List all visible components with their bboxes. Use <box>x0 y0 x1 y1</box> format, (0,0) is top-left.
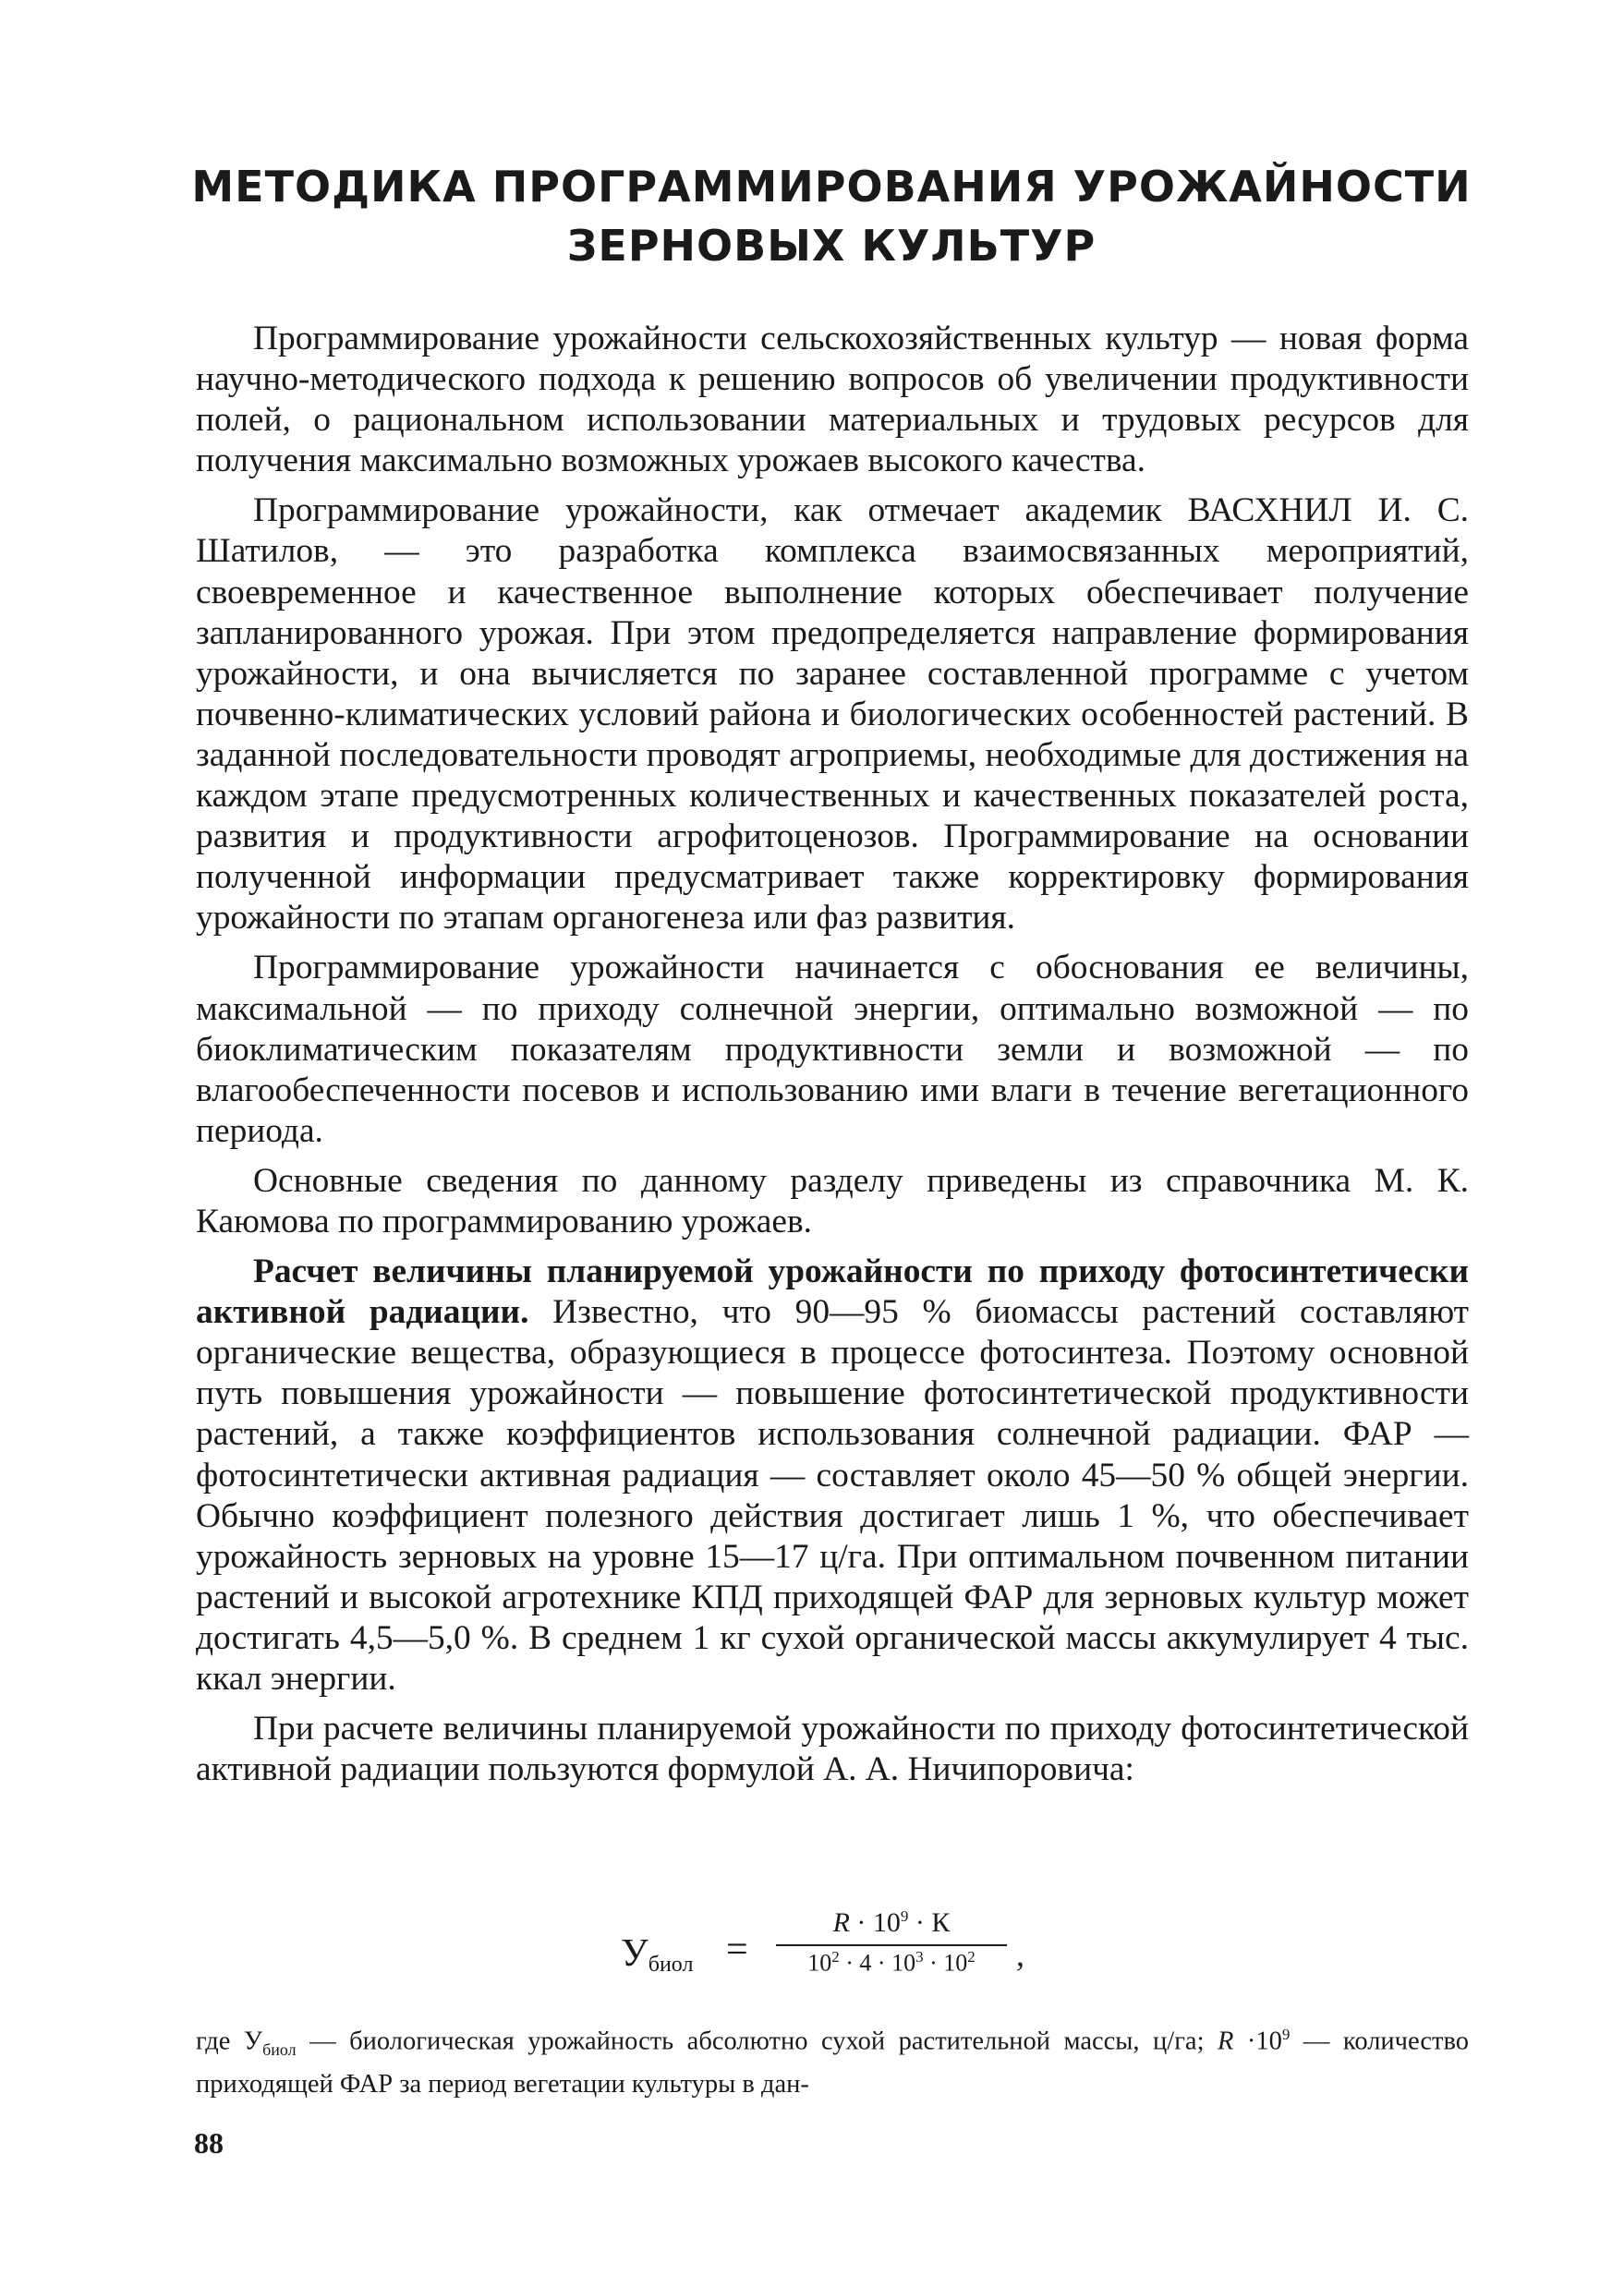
formula-explanation: где $У_{биол}$ — биологическая урожайность абсолютно сухой растительной массы, ц/га; $R \cdot 10^9$ — количество приходящей ФАР за период вегетации культуры в дан- <box>196 2026 1469 2099</box>
section-text: Известно, что 90—95 % биомассы растений составляют органические вещества, образующиеся в процессе фотосинтеза. Поэтому основной путь повышения урожайности — повышение фотосинтетической продуктивности растений, а также коэффициентов использования солнечной радиации. ФАР — фотосинтетически активная радиация — составляет около 45—50 % общей энергии. Обычно коэффициент полезного действия достигает лишь 1 %, что обеспечивает урожайность зерновых на уровне 15—17 ц/га. При оптимальном почвенном питании растений и высокой агротехнике КПД приходящей ФАР для зерновых культур может достигать 4,5—5,0 %. В среднем 1 кг сухой органической массы аккумулирует 4 тыс. ккал энергии. <box>196 1293 1469 1698</box>
page-title-line-2: ЗЕРНОВЫХ КУЛЬТУР <box>566 221 1097 271</box>
yield-formula <box>600 1907 1062 1991</box>
formula-fraction-bar <box>776 1944 1007 1946</box>
paragraph-calculation-start: Программирование урожайности начинается с обоснования ее величины, максимальной — по приходу солнечной энергии, оптимально возможной — по биоклиматическим показателям продуктивности земли и возможной — по влагообеспеченности посевов и использованию ими влаги в течение вегетационного периода. <box>196 949 1469 1150</box>
paragraph-formula-intro: При расчете величины планируемой урожайности по приходу фотосинтетической активной радиации пользуются формулой А. А. Ничипоровича: <box>196 1710 1469 1789</box>
formula-lhs: $У_{биол}$ <box>621 1932 694 1977</box>
page-number: 88 <box>194 2126 224 2160</box>
body-text <box>196 319 1469 1799</box>
paragraph-far-section <box>196 1252 1469 1700</box>
section-heading: Расчет величины планируемой урожайности по приходу фотосинтетически активной радиации. <box>196 1252 1469 1332</box>
paragraph-intro: Программирование урожайности сельскохозяйственных культур — новая форма научно-методического подхода к решению вопросов об увеличении продуктивности полей, о рациональном использовании материальных и трудовых ресурсов для получения максимально возможных урожаев высокого качества. <box>196 320 1469 480</box>
page-title-line-1: МЕТОДИКА ПРОГРАММИРОВАНИЯ УРОЖАЙНОСТИ <box>191 162 1472 212</box>
formula-numerator: $R \cdot 10^9 \cdot К$ <box>832 1907 951 1938</box>
formula-comma: , <box>1016 1936 1024 1973</box>
paragraph-source: Основные сведения по данному разделу приведены из справочника М. К. Каюмова по программированию урожаев. <box>196 1161 1469 1240</box>
formula-equals: = <box>726 1929 748 1971</box>
paragraph-definition: Программирование урожайности, как отмечает академик ВАСХНИЛ И. С. Шатилов, — это разработка комплекса взаимосвязанных мероприятий, своевременное и качественное выполнение которых обеспечивает получение запланированного урожая. При этом предопределяется направление формирования урожайности, и она вычисляется по заранее составленной программе с учетом почвенно-климатических условий района и биологических особенностей растений. В заданной последовательности проводят агроприемы, необходимые для достижения на каждом этапе предусмотренных количественных и качественных показателей роста, развития и продуктивности агрофитоценозов. Программирование на основании полученной информации предусматривает также корректировку формирования урожайности по этапам органогенеза или фаз развития. <box>196 491 1469 938</box>
formula-denominator: $10^2 \cdot 4 \cdot 10^3 \cdot 10^2$ <box>807 1948 976 1977</box>
